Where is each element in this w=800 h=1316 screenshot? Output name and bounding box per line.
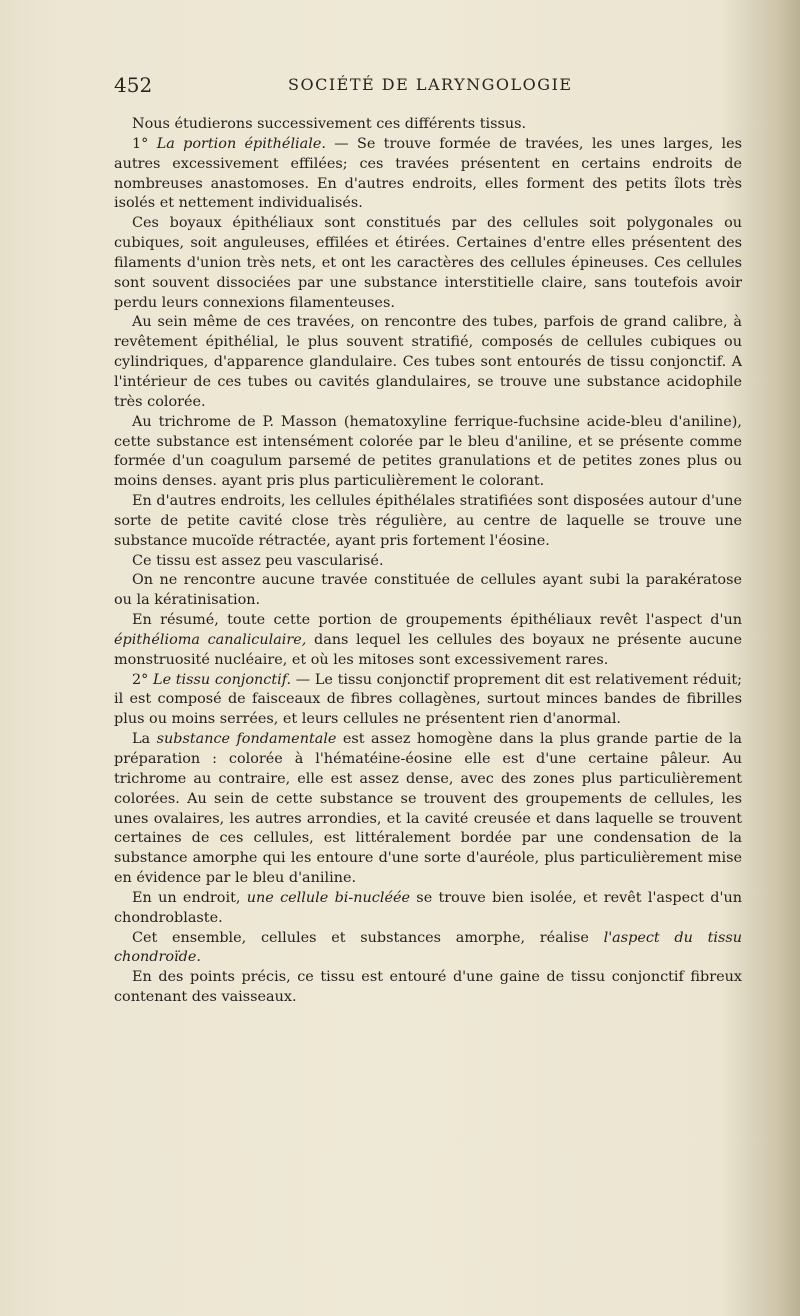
section-heading-connective: Le tissu conjonctif. xyxy=(153,671,292,688)
running-title: SOCIÉTÉ DE LARYNGOLOGIE xyxy=(288,75,573,94)
paragraph-epithelial-cords: Ces boyaux épithéliaux sont constitués par des cellules soit polygonales ou cubiques, soit anguleuses, effilées et étirées. Certaines d'entre elles présentent des filaments d'union très nets, et ont les caractères des cellules épineuses. Ces cellules sont souvent dissociées par une substance interstitielle claire, sans toutefois avoir perdu leurs connexions filamenteuses. xyxy=(114,215,742,311)
page-number: 452 xyxy=(114,73,153,97)
paragraph-intro: Nous étudierons successivement ces différents tissus. xyxy=(132,116,527,132)
term-ground-substance: substance fondamentale xyxy=(156,731,337,748)
body-text xyxy=(114,115,742,1008)
paragraph-vascularisation: Ce tissu est assez peu vascularisé. xyxy=(132,552,384,569)
paragraph-stratified-cells: En d'autres endroits, les cellules épithélales stratifiées sont disposées autour d'une sorte de petite cavité close très régulière, au centre de laquelle se trouve une substance mucoïde rétractée, ayant pris fortement l'éosine. xyxy=(114,493,742,549)
paragraph-epithelial-portion: 1° La portion épithéliale. — Se trouve formée de travées, les unes larges, les autres excessivement effilées; ces travées présentent en certains endroits de nombreuses anastomoses. En d'autres endroits, elles forment des petits îlots très isolés et nettement individualisés. xyxy=(114,135,742,212)
page-header xyxy=(114,73,742,99)
paragraph-connective-tissue: 2° Le tissu conjonctif. — Le tissu conjonctif proprement dit est relativement réduit; il est composé de faisceaux de fibres collagènes, surtout minces bandes de fibrilles plus ou moins serrées, et leurs cellules ne présentent rien d'anormal. xyxy=(114,671,742,728)
paragraph-binucleate-cell: En un endroit, une cellule bi-nucléée se trouve bien isolée, et revêt l'aspect d'un chondroblaste. xyxy=(114,889,742,926)
paragraph-keratinisation: On ne rencontre aucune travée constituée de cellules ayant subi la parakératose ou la kératinisation. xyxy=(114,572,742,609)
section-heading-epithelial: La portion épithéliale. xyxy=(156,135,326,152)
term-binucleate-cell: une cellule bi-nucléée xyxy=(246,889,410,906)
term-epithelioma: épithélioma canaliculaire, xyxy=(114,631,307,648)
paragraph-summary: En résumé, toute cette portion de groupements épithéliaux revêt l'aspect d'un épithélioma canaliculaire, dans lequel les cellules des boyaux ne présente aucune monstruosité nucléaire, et où les mitoses sont excessivement rares. xyxy=(114,612,743,668)
paragraph-trichrome: Au trichrome de P. Masson (hematoxyline ferrique-fuchsine acide-bleu d'aniline), cette substance est intensément colorée par le bleu d'aniline, et se présente comme formée d'un coagulum parsemé de petites granulations et de petites zones plus ou moins denses. ayant pris plus particulièrement le colorant. xyxy=(114,413,742,490)
paragraph-fibrous-sheath: En des points précis, ce tissu est entouré d'une gaine de tissu conjonctif fibreux contenant des vaisseaux. xyxy=(114,969,742,1006)
term-chondroid-tissue: l'aspect du tissu chondroïde. xyxy=(114,929,742,966)
paragraph-chondroid: Cet ensemble, cellules et substances amorphe, réalise l'aspect du tissu chondroïde. xyxy=(114,929,742,966)
paragraph-ground-substance: La substance fondamentale est assez homogène dans la plus grande partie de la préparation : colorée à l'hématéine-éosine elle est d'une certaine pâleur. Au trichrome au contraire, elle est assez dense, avec des zones plus particulièrement colorées. Au sein de cette substance se trouvent des groupements de cellules, les unes ovalaires, les autres arrondies, et la cavité creusée et dans laquelle se trouvent certaines de ces cellules, est littéralement bordée par une condensation de la substance amorphe qui les entoure d'une sorte d'auréole, plus particulièrement mise en évidence par le bleu d'aniline. xyxy=(114,731,742,887)
paragraph-tubes: Au sein même de ces travées, on rencontre des tubes, parfois de grand calibre, à revêtement épithélial, le plus souvent stratifié, composés de cellules cubiques ou cylindriques, d'apparence glandulaire. Ces tubes sont entourés de tissu conjonctif. A l'intérieur de ces tubes ou cavités glandulaires, se trouve une substance acidophile très colorée. xyxy=(114,314,742,410)
